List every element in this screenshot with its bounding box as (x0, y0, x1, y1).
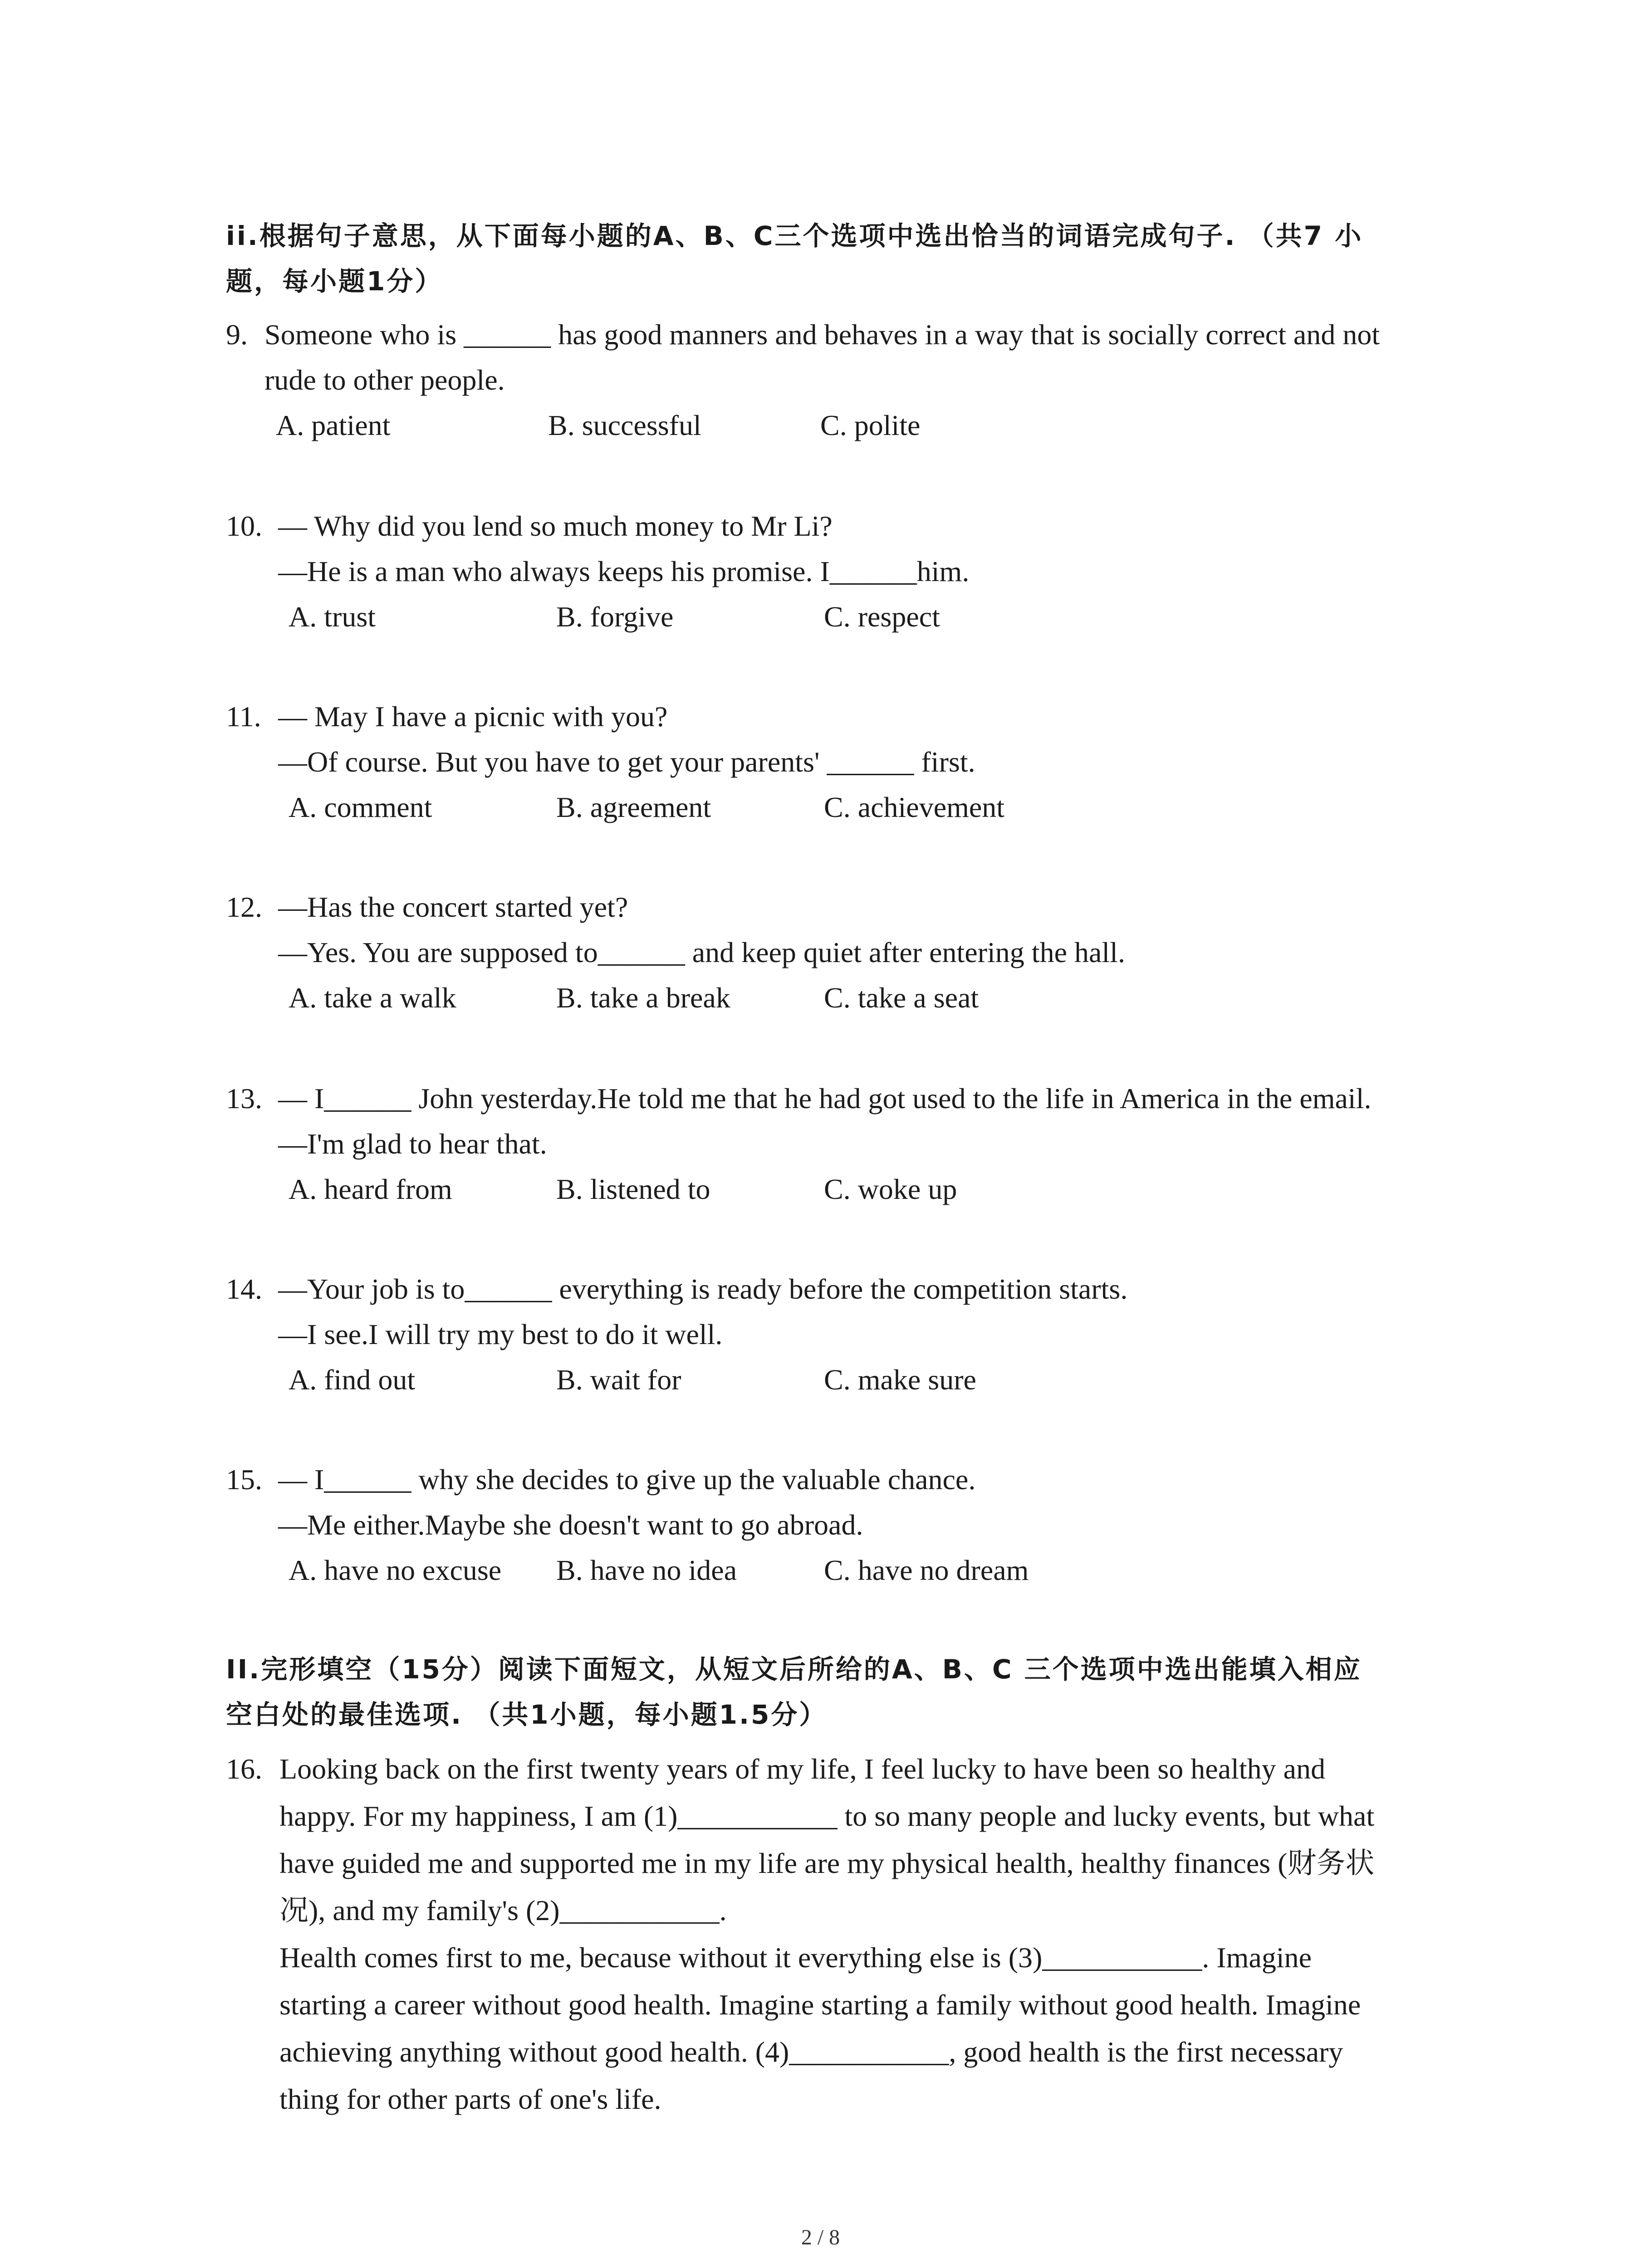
question-line: —Me either.Maybe she doesn't want to go abroad. (278, 1509, 863, 1541)
question-line: — May I have a picnic with you? (278, 700, 668, 733)
section-heading-ii (226, 213, 1460, 304)
section-heading-line: 题，每小题1分） (226, 266, 443, 297)
question-number: 15. (226, 1463, 262, 1496)
option-b: B. take a break (556, 982, 730, 1014)
question-number: 9. (226, 318, 248, 351)
passage-16 (226, 1745, 1460, 2123)
question-line: —Yes. You are supposed to______ and keep quiet after entering the hall. (278, 936, 1125, 968)
question-line: rude to other people. (265, 364, 505, 396)
section-heading-line: ii.根据句子意思，从下面每小题的A、B、C三个选项中选出恰当的词语完成句子. （共7 小 (226, 220, 1363, 251)
option-c: C. make sure (824, 1364, 976, 1396)
option-b: B. agreement (556, 791, 711, 823)
question-options (226, 785, 1460, 830)
question-number: 11. (226, 700, 261, 733)
question-line: — I______ why she decides to give up the valuable chance. (278, 1463, 976, 1496)
question-number: 10. (226, 510, 262, 542)
question-line: —He is a man who always keeps his promise. I______him. (278, 555, 970, 587)
passage-line: happy. For my happiness, I am (1)___________ to so many people and lucky events, but what (279, 1800, 1375, 1832)
option-b: B. wait for (556, 1364, 681, 1396)
question-line: —Of course. But you have to get your parents' ______ first. (278, 746, 975, 778)
passage-line: starting a career without good health. Imagine starting a family without good health. Imagine (279, 1989, 1361, 2021)
question-options (226, 403, 1460, 448)
question-number: 12. (226, 891, 262, 923)
question-options (226, 1167, 1460, 1212)
option-a: A. find out (289, 1364, 416, 1396)
question-line: —Your job is to______ everything is ready before the competition starts. (278, 1273, 1128, 1305)
question-options (226, 1357, 1460, 1403)
passage-line: thing for other parts of one's life. (279, 2083, 661, 2115)
question-14 (226, 1266, 1460, 1403)
option-c: C. achievement (824, 791, 1005, 823)
section-heading-line: 空白处的最佳选项. （共1小题，每小题1.5分） (226, 1699, 828, 1730)
question-line: Someone who is ______ has good manners and behaves in a way that is socially correct and not (265, 318, 1380, 351)
option-a: A. heard from (289, 1173, 452, 1205)
option-a: A. comment (289, 791, 432, 823)
question-line: — Why did you lend so much money to Mr Li? (278, 510, 833, 542)
question-12 (226, 885, 1460, 1021)
option-a: A. have no excuse (289, 1554, 502, 1586)
option-b: B. forgive (556, 601, 674, 633)
question-options (226, 975, 1460, 1021)
question-options (226, 594, 1460, 640)
question-10 (226, 503, 1460, 640)
passage-line: 况), and my family's (2)___________. (279, 1894, 727, 1926)
question-number: 13. (226, 1082, 262, 1114)
passage-line: achieving anything without good health. (4)___________, good health is the first necessary (279, 2036, 1343, 2068)
option-a: A. patient (276, 409, 391, 441)
option-c: C. woke up (824, 1173, 957, 1205)
question-options (226, 1548, 1460, 1593)
option-c: C. take a seat (824, 982, 979, 1014)
section-heading-II (226, 1647, 1460, 1737)
option-a: A. trust (289, 601, 376, 633)
section-heading-line: II.完形填空（15分）阅读下面短文，从短文后所给的A、B、C 三个选项中选出能填入相应 (226, 1654, 1362, 1685)
option-c: C. have no dream (824, 1554, 1029, 1586)
question-line: —I see.I will try my best to do it well. (278, 1318, 723, 1350)
option-b: B. successful (548, 409, 701, 441)
question-line: — I______ John yesterday.He told me that he had got used to the life in America in the email. (278, 1082, 1372, 1114)
passage-line: Looking back on the first twenty years of my life, I feel lucky to have been so healthy and (279, 1753, 1326, 1785)
option-c: C. respect (824, 601, 940, 633)
question-number: 16. (226, 1753, 262, 1785)
question-line: —Has the concert started yet? (278, 891, 628, 923)
option-c: C. polite (820, 409, 921, 441)
question-13 (226, 1076, 1460, 1212)
question-line: —I'm glad to hear that. (278, 1128, 547, 1160)
question-11 (226, 694, 1460, 830)
passage-line: have guided me and supported me in my life are my physical health, healthy finances (财务状 (279, 1847, 1375, 1879)
page-number: 2 / 8 (801, 2225, 840, 2249)
question-9 (226, 312, 1460, 448)
option-b: B. listened to (556, 1173, 710, 1205)
question-number: 14. (226, 1273, 262, 1305)
passage-line: Health comes first to me, because without it everything else is (3)___________. Imagine (279, 1941, 1312, 1974)
question-15 (226, 1457, 1460, 1593)
option-a: A. take a walk (289, 982, 456, 1014)
option-b: B. have no idea (556, 1554, 737, 1586)
